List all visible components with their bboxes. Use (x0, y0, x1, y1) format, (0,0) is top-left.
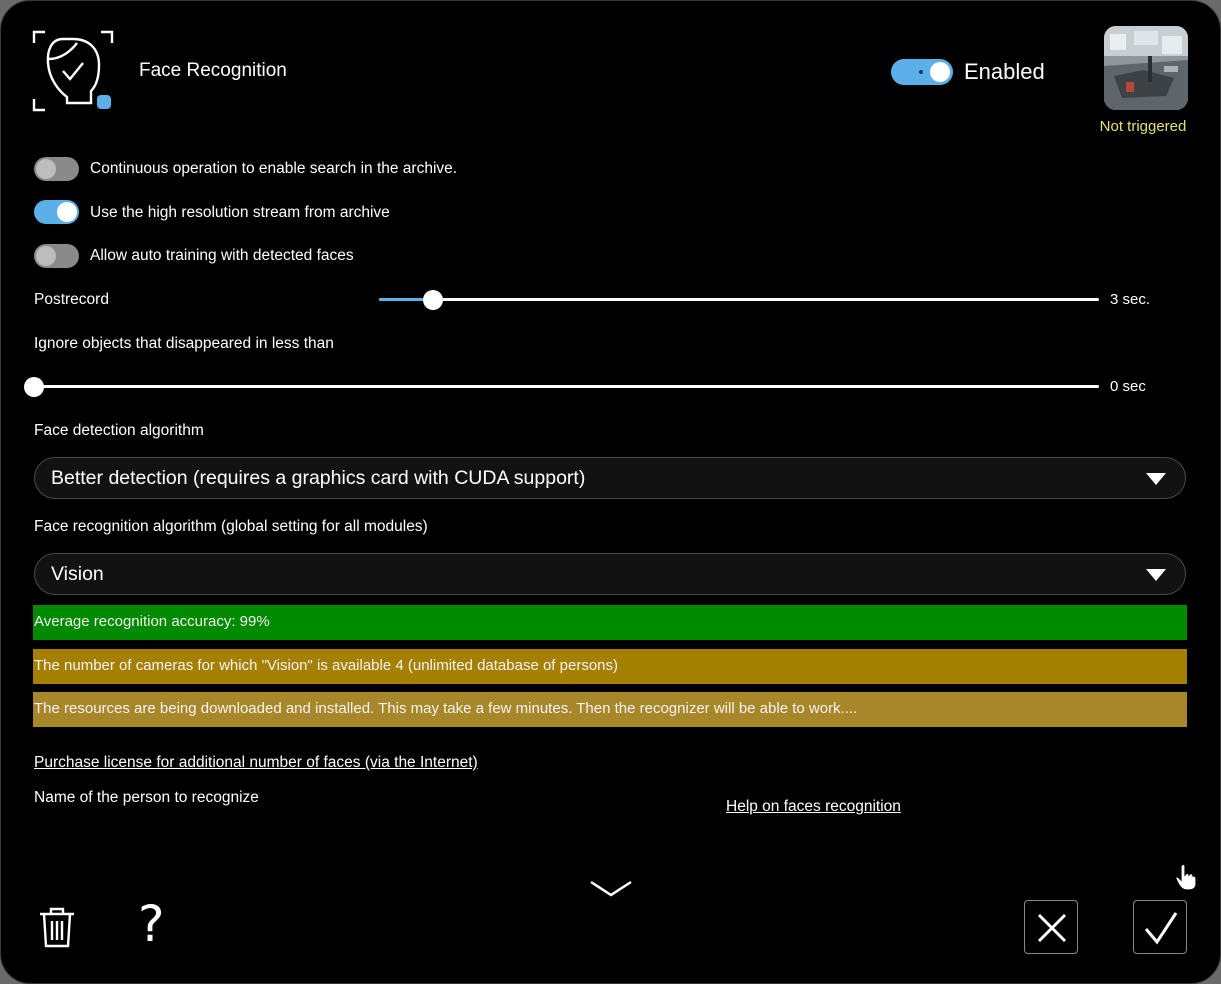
postrecord-label: Postrecord (34, 291, 109, 308)
person-name-label: Name of the person to recognize (34, 789, 259, 806)
cancel-button[interactable] (1024, 900, 1078, 954)
recognition-algorithm-label: Face recognition algorithm (global setting for all modules) (34, 518, 428, 535)
cameras-info-bar (33, 649, 1187, 684)
recognition-algorithm-value: Vision (51, 563, 104, 585)
hand-pointer-icon (1175, 863, 1197, 891)
caret-down-icon (1146, 473, 1166, 485)
detection-algorithm-label: Face detection algorithm (34, 422, 204, 439)
caret-down-icon (1146, 569, 1166, 581)
ignore-slider-track[interactable] (34, 385, 1099, 388)
continuous-operation-label: Continuous operation to enable search in the archive. (90, 160, 458, 177)
camera-preview-image (1104, 26, 1188, 110)
checkmark-icon (1134, 901, 1188, 955)
resources-info-bar (33, 692, 1187, 727)
detection-algorithm-select[interactable] (34, 457, 1186, 499)
resources-info-text: The resources are being downloaded and installed. This may take a few minutes. Then the recognizer will be able to work.... (34, 700, 858, 717)
help-button[interactable]: ? (138, 895, 165, 953)
camera-preview-thumbnail[interactable] (1104, 26, 1188, 110)
switch-knob (36, 159, 56, 179)
enabled-label: Enabled (964, 59, 1045, 84)
help-faces-recognition-link[interactable]: Help on faces recognition (726, 798, 901, 815)
trash-icon[interactable] (38, 906, 76, 948)
postrecord-slider-track[interactable] (379, 298, 1099, 301)
face-recognition-icon (31, 29, 115, 113)
module-title: Face Recognition (139, 60, 287, 81)
ignore-objects-label: Ignore objects that disappeared in less than (34, 335, 334, 352)
detection-algorithm-value: Better detection (requires a graphics card with CUDA support) (51, 467, 586, 489)
purchase-license-link[interactable]: Purchase license for additional number of faces (via the Internet) (34, 754, 478, 771)
recognition-algorithm-select[interactable] (34, 553, 1186, 595)
toggle-indicator-dot (919, 70, 923, 74)
cameras-info-text: The number of cameras for which "Vision" is available 4 (unlimited database of persons) (34, 657, 618, 674)
accuracy-info-bar (33, 605, 1187, 640)
enabled-toggle[interactable] (891, 59, 953, 85)
ignore-value: 0 sec (1110, 378, 1146, 395)
high-resolution-stream-label: Use the high resolution stream from archive (90, 204, 390, 221)
confirm-button[interactable] (1133, 900, 1187, 954)
toggle-knob (930, 62, 950, 82)
postrecord-slider-thumb[interactable] (423, 290, 443, 310)
switch-knob (36, 246, 56, 266)
auto-training-switch[interactable] (34, 244, 79, 268)
switch-knob (57, 202, 77, 222)
chevron-down-icon[interactable] (589, 877, 633, 901)
ignore-slider-thumb[interactable] (24, 377, 44, 397)
high-resolution-stream-switch[interactable] (34, 200, 79, 224)
accuracy-info-text: Average recognition accuracy: 99% (34, 613, 270, 630)
postrecord-value: 3 sec. (1110, 291, 1151, 308)
close-icon (1025, 901, 1079, 955)
continuous-operation-switch[interactable] (34, 157, 79, 181)
trigger-status: Not triggered (1099, 118, 1187, 135)
auto-training-label: Allow auto training with detected faces (90, 247, 354, 264)
